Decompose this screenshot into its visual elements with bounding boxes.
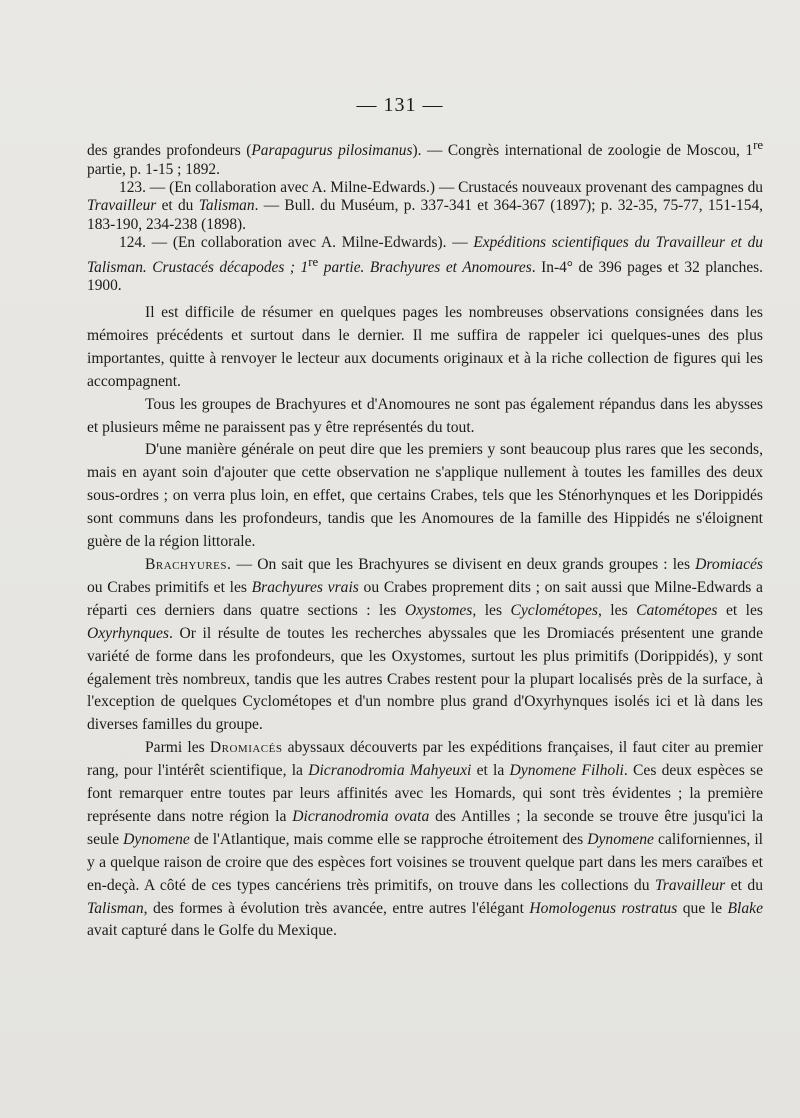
text-run: et les [717, 601, 763, 619]
bibliography-entry-123 [87, 179, 763, 234]
superscript: re [308, 254, 319, 269]
italic-term: Oxyrhynques [87, 624, 169, 642]
italic-title: Travailleur [87, 197, 157, 215]
text-run: ou Crabes primitifs et les [87, 578, 252, 596]
text-run: partie, p. 1-15 ; 1892. [87, 160, 220, 178]
italic-term: Dynomene [123, 830, 190, 848]
text-run: . In-4° de 396 pages et 32 planches. 1900. [87, 258, 764, 295]
italic-term: Talisman [87, 899, 144, 917]
text-run: de l'Atlantique, mais comme elle se rapproche étroitement des [189, 830, 588, 848]
text-run: 124. — (En collaboration avec A. Milne-Edwards). — [119, 234, 474, 252]
italic-term: Dynomene Filholi [509, 762, 624, 780]
italic-term: Travailleur [655, 876, 726, 894]
italic-term: Dicranodromia ovata [292, 807, 430, 825]
italic-term: Brachyures vrais [251, 578, 359, 596]
italic-term: Dynomene [587, 830, 654, 848]
paragraph-4 [87, 554, 763, 737]
text-run: et la [471, 762, 510, 780]
bibliography-block [87, 136, 763, 296]
italic-term: Dicranodromia Mahyeuxi [308, 762, 472, 780]
text-run: . — Bull. du Muséum, p. 337-341 et 364-367 (1897); p. 32-35, 75-77, 151-154, 183-190, 234-238 (1898). [87, 197, 763, 233]
text-run: des Antilles ; la seconde se trouve être jusqu'ici la seule [87, 807, 764, 848]
paragraph-2: Tous les groupes de Brachyures et d'Anomoures ne sont pas également répandus dans les abysses et plusieurs même ne paraissent pas y être représentés du tout. [87, 395, 763, 436]
italic-title: partie. Brachyures et Anomoures [318, 258, 532, 276]
text-run: et du [725, 876, 763, 894]
section-heading: Brachyures. [145, 555, 232, 573]
text-run: Parmi les [145, 739, 210, 757]
text-run: abyssaux découverts par les expéditions françaises, il faut citer au premier rang, pour l'intérêt scientifique, la [87, 739, 763, 780]
bibliography-entry-continued [87, 136, 763, 179]
bibliography-entry-124 [87, 234, 763, 295]
italic-term: Homologenus rostratus [529, 899, 678, 917]
page-number: — 131 — [356, 94, 444, 116]
text-run: avait capturé dans le Golfe du Mexique. [87, 922, 337, 940]
text-run: ou Crabes proprement dits ; on sait aussi que Milne-Edwards a réparti ces derniers dans quatre sections : les [87, 578, 763, 619]
italic-term: Cyclométopes [510, 601, 598, 619]
paragraph-1: Il est difficile de résumer en quelques pages les nombreuses observations consignées dans les mémoires précédents et surtout dans le dernier. Il me suffira de rappeler ici quelques-unes des plus importantes, quitte à renvoyer le lecteur aux documents originaux et à la riche collection de figures qui les accompagnent. [87, 304, 763, 390]
small-caps-term: Dromiacés [209, 739, 283, 757]
text-run: , les [597, 601, 637, 619]
text-run: . Or il résulte de toutes les recherches abyssales que les Dromiacés présentent une grande variété de forme dans les profondeurs, que les Oxystomes, surtout les plus primitifs (Dorippidés), y sont également très nombreux, tandis que les autres Crabes restent pour la plupart localisés près de la surface, à l'exception de quelques Cyclométopes et d'un nombre plus grand d'Oxyrhynques isolés ici et là dans les diverses familles du groupe. [87, 624, 763, 734]
text-run: , des formes à évolution très avancée, entre autres l'élégant [143, 899, 530, 917]
paragraph-5 [87, 737, 763, 943]
italic-term: Dromiacés [695, 555, 763, 573]
italic-title: Talisman [198, 197, 255, 215]
paragraph-3: D'une manière générale on peut dire que les premiers y sont beaucoup plus rares que les seconds, mais en ayant soin d'ajouter que cette observation ne s'applique nullement à toutes les familles des deux sous-ordres ; on verra plus loin, en effet, que certains Crabes, tels que les Sténorhynques et les Dorippidés sont communs dans les profondeurs, tandis que les Anomoures de la famille des Hippidés ne s'éloignent guère de la région littorale. [87, 441, 763, 551]
text-run: — On sait que les Brachyures se divisent en deux grands groupes : les [231, 555, 696, 573]
text-run: que le [677, 899, 728, 917]
text-run: . Ces deux espèces se font remarquer entre toutes par leurs affinités avec les Homards, qui sont très évidentes ; la première représente dans notre région la [87, 762, 763, 825]
text-run: californiennes, il y a quelque raison de croire que des espèces fort voisines se trouvent quelque part dans les mers caraïbes et en-deçà. A côté de ces types cancériens très primitifs, on trouve dans les collections du [87, 830, 763, 894]
text-run: des grandes profondeurs ( [87, 142, 252, 160]
text-run: et du [156, 197, 199, 215]
italic-term: Blake [727, 899, 763, 917]
italic-title: Parapagurus pilosimanus [251, 142, 413, 160]
text-run: , les [472, 601, 511, 619]
superscript: re [753, 138, 764, 152]
italic-title: Expéditions scientifiques du Travailleur et du Talisman. Crustacés décapodes ; 1 [87, 234, 763, 276]
text-run: ). — Congrès international de zoologie de Moscou, 1 [412, 142, 754, 160]
text-run: 123. — (En collaboration avec A. Milne-Edwards.) — Crustacés nouveaux provenant des campagnes du [119, 178, 763, 196]
italic-term: Oxystomes [404, 601, 473, 619]
body-text [87, 302, 763, 943]
italic-term: Catométopes [636, 601, 718, 619]
